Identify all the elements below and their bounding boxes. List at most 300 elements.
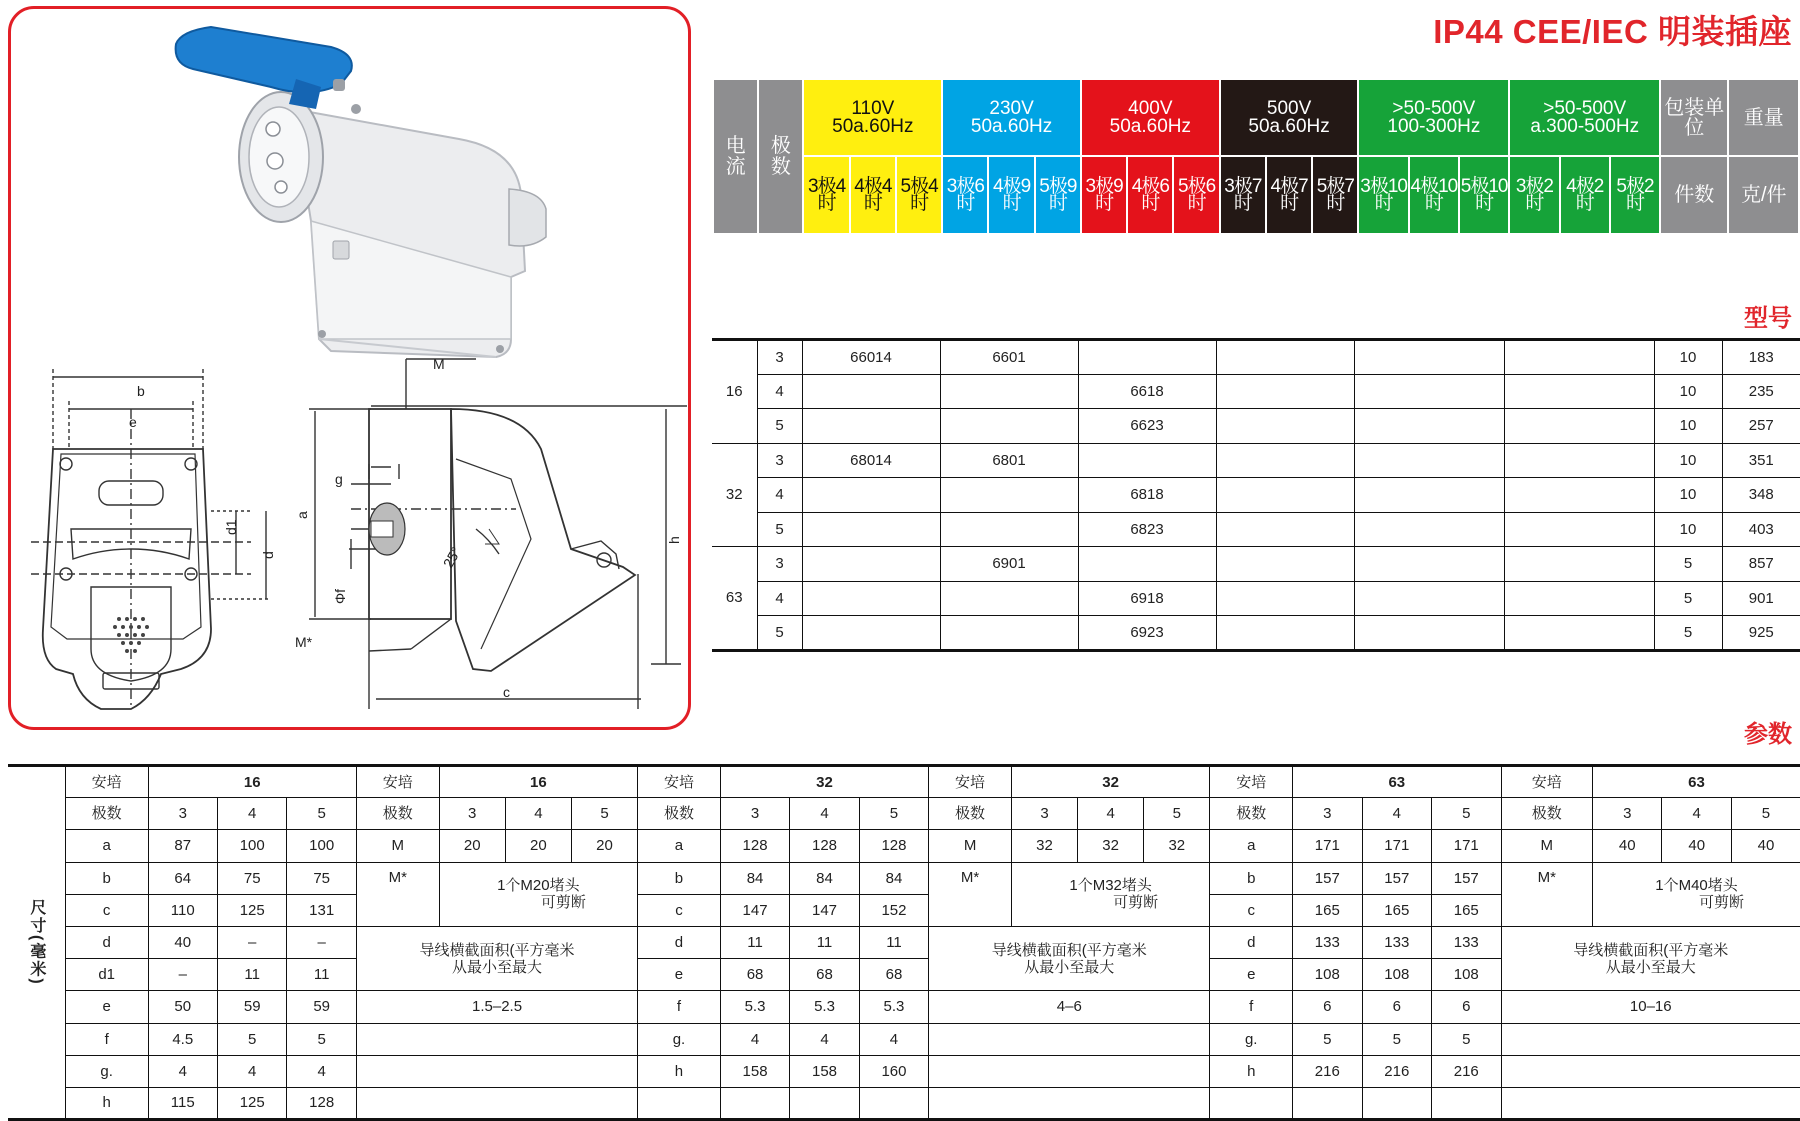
ampere-label: 安培 (356, 766, 439, 798)
model-number-cell (1354, 409, 1504, 444)
dimension-value: 5 (287, 1023, 356, 1055)
dimension-key: e (638, 959, 721, 991)
sub-header: 4极6时 (1127, 156, 1173, 234)
socket-photo (176, 27, 546, 357)
side-view-hatch (369, 503, 405, 555)
poles-header: 极数 (758, 79, 803, 234)
ampere-label: 安培 (929, 766, 1012, 798)
poles-cell: 3 (757, 340, 802, 375)
dimension-key: b (638, 862, 721, 894)
weight-cell: 901 (1722, 581, 1800, 616)
table-row (8, 766, 1800, 798)
dimension-value: 84 (790, 862, 859, 894)
pack-cell: 10 (1654, 443, 1722, 478)
dimension-value: 11 (720, 926, 789, 958)
m-star-line-2: 可剪断 (1699, 894, 1745, 912)
dimension-key: e (65, 991, 148, 1023)
table-row (8, 1055, 1800, 1087)
model-number-cell (940, 581, 1078, 616)
model-number-cell (1216, 616, 1354, 651)
sub-header: 5极6时 (1173, 156, 1219, 234)
dimension-value: 128 (790, 830, 859, 862)
svg-text:d: d (260, 551, 276, 559)
dimension-value: 75 (287, 862, 356, 894)
dimension-value: 158 (720, 1055, 789, 1087)
weight-cell: 857 (1722, 547, 1800, 582)
pole-value: 4 (217, 798, 286, 830)
dimension-value: 84 (859, 862, 928, 894)
dimension-key: b (65, 862, 148, 894)
dimension-key: f (1210, 991, 1293, 1023)
model-number-cell: 6901 (940, 547, 1078, 582)
wire-note (1501, 926, 1800, 990)
dimension-value: 152 (859, 894, 928, 926)
front-view-drawing (31, 369, 271, 709)
m-value: 32 (1078, 830, 1144, 862)
m-label-cell: M (356, 830, 439, 862)
sub-header: 5极7时 (1312, 156, 1358, 234)
sub-header: 4极4时 (850, 156, 896, 234)
poles-cell: 4 (757, 374, 802, 409)
table-row (712, 547, 1800, 582)
table-row (712, 374, 1800, 409)
wire-note (929, 926, 1210, 990)
pack-cell: 5 (1654, 581, 1722, 616)
svg-text:Φf: Φf (332, 588, 348, 604)
model-number-cell (1216, 478, 1354, 513)
dimension-value: 216 (1293, 1055, 1362, 1087)
empty-cell (1210, 1087, 1293, 1119)
weight-cell: 257 (1722, 409, 1800, 444)
voltage-50-500-b: >50-500V a.300-500Hz (1509, 79, 1660, 156)
model-number-cell: 6601 (940, 340, 1078, 375)
pole-value: 5 (571, 798, 637, 830)
empty-cell (356, 1023, 637, 1055)
dimension-value: 147 (790, 894, 859, 926)
dimension-value: 84 (720, 862, 789, 894)
dimension-value: 108 (1362, 959, 1431, 991)
ampere-value: 63 (1293, 766, 1501, 798)
sub-header: 4极7时 (1266, 156, 1312, 234)
model-number-cell (1504, 616, 1654, 651)
gram-header: 克/件 (1728, 156, 1799, 234)
dimension-value: 11 (287, 959, 356, 991)
sub-header: 3极4时 (803, 156, 849, 234)
pack-cell: 10 (1654, 340, 1722, 375)
dimension-value: – (217, 926, 286, 958)
wire-note-line-1: 导线横截面积(平方毫米 (419, 941, 575, 959)
sub-header: 4极9时 (988, 156, 1034, 234)
m-star-label-cell: M* (356, 862, 439, 926)
dimension-value: 5 (1362, 1023, 1431, 1055)
dimension-key: a (638, 830, 721, 862)
dimension-value: 5.3 (790, 991, 859, 1023)
empty-cell (790, 1087, 859, 1119)
model-number-cell: 66014 (802, 340, 940, 375)
poles-label: 极数 (65, 798, 148, 830)
model-number-cell (1504, 409, 1654, 444)
dimension-key: f (65, 1023, 148, 1055)
poles-cell: 5 (757, 512, 802, 547)
page-title: IP44 CEE/IEC 明装插座 (1433, 13, 1792, 50)
wire-note-line-1: 导线横截面积(平方毫米 (991, 941, 1147, 959)
dimension-value: 6 (1293, 991, 1362, 1023)
dimension-key: c (638, 894, 721, 926)
model-number-cell (1354, 547, 1504, 582)
sub-header: 5极10时 (1459, 156, 1509, 234)
poles-label: 极数 (1501, 798, 1593, 830)
dimensions-side-label (8, 766, 65, 1120)
dimension-value: 133 (1293, 926, 1362, 958)
current-cell: 63 (712, 547, 757, 651)
poles-label: 极数 (356, 798, 439, 830)
dimension-value: 108 (1432, 959, 1501, 991)
dimension-key: a (1210, 830, 1293, 862)
m-star-line-2: 可剪断 (540, 894, 586, 912)
empty-cell (356, 1055, 637, 1087)
dimension-value: 110 (148, 894, 217, 926)
sub-header: 5极2时 (1610, 156, 1660, 234)
dimension-value: 171 (1293, 830, 1362, 862)
model-number-cell (802, 512, 940, 547)
model-number-cell (1504, 340, 1654, 375)
dimension-value: 216 (1362, 1055, 1431, 1087)
dimension-value: 59 (287, 991, 356, 1023)
model-number-cell (1216, 512, 1354, 547)
dimension-value: 128 (287, 1087, 356, 1119)
dimension-value: 216 (1432, 1055, 1501, 1087)
m-value: 32 (1144, 830, 1210, 862)
sub-header: 3极6时 (942, 156, 988, 234)
dimension-value: 165 (1432, 894, 1501, 926)
dimension-value: 6 (1362, 991, 1431, 1023)
pack-cell: 5 (1654, 616, 1722, 651)
params-title: 参数 (1744, 721, 1792, 748)
ampere-value: 16 (148, 766, 356, 798)
dimension-value: 5.3 (859, 991, 928, 1023)
model-number-cell (802, 616, 940, 651)
dimension-value: 100 (287, 830, 356, 862)
ampere-value: 16 (439, 766, 637, 798)
dimension-value: 68 (790, 959, 859, 991)
params-table (8, 764, 1800, 1121)
m-value: 40 (1731, 830, 1800, 862)
dimension-value: 5 (217, 1023, 286, 1055)
dimension-key: d (638, 926, 721, 958)
model-number-cell (1354, 374, 1504, 409)
dimension-value: 68 (720, 959, 789, 991)
model-number-cell (1354, 581, 1504, 616)
model-number-cell: 6923 (1078, 616, 1216, 651)
pole-value: 5 (1432, 798, 1501, 830)
dimension-value: 171 (1362, 830, 1431, 862)
wire-note (356, 926, 637, 990)
model-number-cell (1354, 478, 1504, 513)
table-row (712, 409, 1800, 444)
dimension-key: a (65, 830, 148, 862)
pole-value: 3 (720, 798, 789, 830)
pole-value: 4 (790, 798, 859, 830)
model-number-cell (940, 374, 1078, 409)
m-value: 32 (1011, 830, 1077, 862)
empty-cell (1501, 1055, 1800, 1087)
model-number-cell (940, 478, 1078, 513)
sub-header: 5极9时 (1035, 156, 1081, 234)
voltage-230: 230V 50a.60Hz (942, 79, 1081, 156)
wire-note-line-1: 导线横截面积(平方毫米 (1573, 941, 1729, 959)
dimension-value: 160 (859, 1055, 928, 1087)
empty-cell (929, 1087, 1210, 1119)
ampere-label: 安培 (1210, 766, 1293, 798)
empty-cell (859, 1087, 928, 1119)
wire-note-line-2: 从最小至最大 (452, 958, 543, 976)
sub-header: 3极10时 (1358, 156, 1408, 234)
wire-range: 10–16 (1501, 991, 1800, 1023)
poles-cell: 5 (757, 409, 802, 444)
product-illustration (11, 9, 691, 730)
dimension-value: 4 (287, 1055, 356, 1087)
dimension-value: 11 (790, 926, 859, 958)
empty-cell (929, 1055, 1210, 1087)
model-number-cell (1504, 547, 1654, 582)
table-row (8, 1023, 1800, 1055)
model-number-cell: 6818 (1078, 478, 1216, 513)
model-number-cell (1078, 340, 1216, 375)
model-number-cell (1504, 478, 1654, 513)
poles-cell: 3 (757, 547, 802, 582)
empty-cell (1362, 1087, 1431, 1119)
dimension-value: 64 (148, 862, 217, 894)
dimension-value: 157 (1293, 862, 1362, 894)
model-number-cell (940, 409, 1078, 444)
wire-range: 1.5–2.5 (356, 991, 637, 1023)
dimension-value: 125 (217, 894, 286, 926)
model-number-cell (1216, 443, 1354, 478)
dimension-key: g. (1210, 1023, 1293, 1055)
poles-cell: 4 (757, 478, 802, 513)
voltage-400: 400V 50a.60Hz (1081, 79, 1220, 156)
dimension-key: d (65, 926, 148, 958)
dimension-key: d1 (65, 959, 148, 991)
pack-cell: 10 (1654, 478, 1722, 513)
dimension-value: 11 (217, 959, 286, 991)
model-number-cell: 6918 (1078, 581, 1216, 616)
table-row (8, 926, 1800, 958)
pole-value: 3 (1011, 798, 1077, 830)
dimension-key: b (1210, 862, 1293, 894)
pole-value: 4 (1662, 798, 1731, 830)
sub-header: 3极7时 (1220, 156, 1266, 234)
svg-text:b: b (137, 383, 145, 399)
dimension-value: 158 (790, 1055, 859, 1087)
voltage-50-500-a: >50-500V 100-300Hz (1358, 79, 1509, 156)
dimension-key: c (65, 894, 148, 926)
model-number-cell: 6623 (1078, 409, 1216, 444)
dimension-value: 125 (217, 1087, 286, 1119)
dimension-value: 50 (148, 991, 217, 1023)
table-row (8, 991, 1800, 1023)
dimension-key: e (1210, 959, 1293, 991)
table-row (712, 512, 1800, 547)
side-label-text: 尺寸(毫米) (27, 899, 45, 986)
dimension-value: 108 (1293, 959, 1362, 991)
wire-range: 4–6 (929, 991, 1210, 1023)
wire-note-line-2: 从最小至最大 (1024, 958, 1115, 976)
dimension-value: 59 (217, 991, 286, 1023)
pole-value: 4 (1078, 798, 1144, 830)
dimension-value: 115 (148, 1087, 217, 1119)
dimension-value: 133 (1432, 926, 1501, 958)
dimension-value: 157 (1362, 862, 1431, 894)
m-star-line-1: 1个M32堵头 (1069, 877, 1152, 895)
m-label-cell: M (929, 830, 1012, 862)
table-row (8, 1087, 1800, 1119)
pack-unit-header: 包装单位 (1660, 79, 1728, 156)
dimension-value: 4 (859, 1023, 928, 1055)
svg-text:h: h (666, 536, 682, 544)
dimension-value: – (148, 959, 217, 991)
dimension-key: d (1210, 926, 1293, 958)
m-star-label-cell: M* (1501, 862, 1593, 926)
model-number-cell (940, 616, 1078, 651)
dimension-key: c (1210, 894, 1293, 926)
dimension-value: 165 (1362, 894, 1431, 926)
dimension-value: 75 (217, 862, 286, 894)
model-number-cell: 6823 (1078, 512, 1216, 547)
pack-cell: 10 (1654, 409, 1722, 444)
dimension-value: 171 (1432, 830, 1501, 862)
empty-cell (1293, 1087, 1362, 1119)
m-star-line-1: 1个M20堵头 (497, 877, 580, 895)
table-row (712, 340, 1800, 375)
dimension-value: 4.5 (148, 1023, 217, 1055)
side-view-drawing (309, 359, 687, 709)
poles-cell: 4 (757, 581, 802, 616)
dimension-value: 128 (720, 830, 789, 862)
m-value: 20 (439, 830, 505, 862)
dimension-value: 4 (720, 1023, 789, 1055)
dimension-key: f (638, 991, 721, 1023)
current-cell: 16 (712, 340, 757, 444)
empty-cell (1501, 1087, 1800, 1119)
pole-value: 5 (1731, 798, 1800, 830)
model-number-cell: 6618 (1078, 374, 1216, 409)
table-row (8, 862, 1800, 894)
m-value: 40 (1662, 830, 1731, 862)
model-number-cell (1216, 340, 1354, 375)
empty-cell (1432, 1087, 1501, 1119)
model-number-cell (1354, 616, 1504, 651)
model-number-cell (1354, 340, 1504, 375)
dimension-value: 165 (1293, 894, 1362, 926)
pole-value: 5 (1144, 798, 1210, 830)
dimension-value: 40 (148, 926, 217, 958)
table-row (712, 443, 1800, 478)
dimension-value: 157 (1432, 862, 1501, 894)
product-panel (8, 6, 691, 730)
pole-value: 3 (1293, 798, 1362, 830)
model-number-cell (1216, 409, 1354, 444)
model-number-cell (1504, 374, 1654, 409)
svg-text:25°: 25° (439, 544, 465, 571)
weight-cell: 351 (1722, 443, 1800, 478)
empty-cell (1501, 1023, 1800, 1055)
poles-cell: 3 (757, 443, 802, 478)
model-number-cell (1504, 512, 1654, 547)
model-number-cell: 68014 (802, 443, 940, 478)
dimension-value: 5 (1293, 1023, 1362, 1055)
m-star-note (439, 862, 637, 926)
pole-value: 4 (505, 798, 571, 830)
pieces-header: 件数 (1660, 156, 1728, 234)
ampere-label: 安培 (1501, 766, 1593, 798)
model-number-cell (802, 581, 940, 616)
model-number-cell: 6801 (940, 443, 1078, 478)
model-number-cell (802, 478, 940, 513)
model-number-cell (1354, 443, 1504, 478)
dimension-value: 5 (1432, 1023, 1501, 1055)
empty-cell (638, 1087, 721, 1119)
sub-header: 3极2时 (1509, 156, 1559, 234)
ampere-label: 安培 (638, 766, 721, 798)
voltage-500: 500V 50a.60Hz (1220, 79, 1359, 156)
svg-text:a: a (294, 511, 310, 519)
m-star-line-2: 可剪断 (1113, 894, 1159, 912)
model-number-cell (802, 547, 940, 582)
empty-cell (356, 1087, 637, 1119)
dimension-value: 133 (1362, 926, 1431, 958)
empty-cell (929, 1023, 1210, 1055)
model-number-cell (1354, 512, 1504, 547)
m-value: 40 (1593, 830, 1662, 862)
poles-label: 极数 (929, 798, 1012, 830)
ampere-value: 32 (1011, 766, 1209, 798)
pole-value: 5 (859, 798, 928, 830)
dimension-value: 68 (859, 959, 928, 991)
dimension-value: 128 (859, 830, 928, 862)
model-number-cell (1504, 443, 1654, 478)
pole-value: 5 (287, 798, 356, 830)
ampere-label: 安培 (65, 766, 148, 798)
m-star-note (1011, 862, 1209, 926)
dimension-value: – (287, 926, 356, 958)
weight-cell: 925 (1722, 616, 1800, 651)
sub-header: 4极2时 (1560, 156, 1610, 234)
sub-header: 5极4时 (896, 156, 942, 234)
dimension-value: 6 (1432, 991, 1501, 1023)
pack-cell: 10 (1654, 374, 1722, 409)
voltage-header-table (712, 78, 1800, 235)
m-value: 20 (571, 830, 637, 862)
table-row (8, 798, 1800, 830)
dimension-key: h (1210, 1055, 1293, 1087)
voltage-110: 110V 50a.60Hz (803, 79, 942, 156)
weight-cell: 403 (1722, 512, 1800, 547)
m-star-note (1593, 862, 1800, 926)
empty-cell (720, 1087, 789, 1119)
dimension-key: h (65, 1087, 148, 1119)
svg-text:g: g (335, 471, 343, 487)
pole-value: 3 (1593, 798, 1662, 830)
dimension-key: h (638, 1055, 721, 1087)
model-number-cell (1078, 443, 1216, 478)
weight-cell: 183 (1722, 340, 1800, 375)
svg-text:c: c (503, 684, 510, 700)
pole-value: 3 (439, 798, 505, 830)
sub-header: 3极9时 (1081, 156, 1127, 234)
dimension-value: 147 (720, 894, 789, 926)
svg-text:d1: d1 (223, 519, 239, 535)
